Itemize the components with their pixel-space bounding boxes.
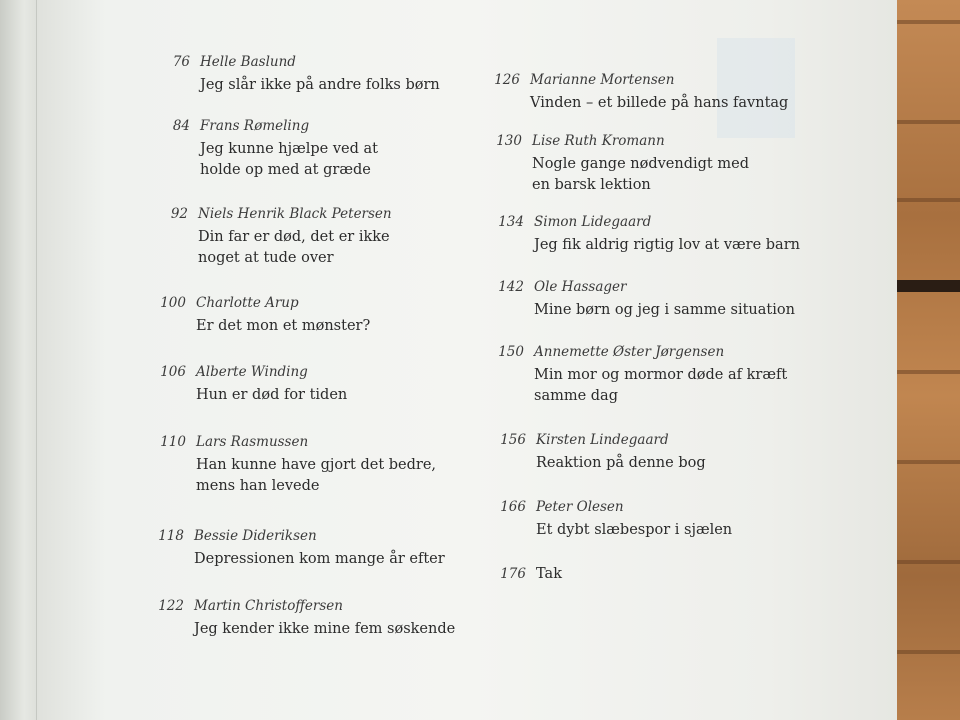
- essay-title: [194, 619, 455, 640]
- author-name: Alberte Winding: [196, 364, 308, 380]
- title-line: Er det mon et mønster?: [196, 318, 371, 334]
- page-number: 110: [160, 434, 186, 450]
- title-line: Jeg fik aldrig rigtig lov at være barn: [534, 237, 800, 253]
- author-name: Ole Hassager: [534, 279, 627, 295]
- title-line: Jeg slår ikke på andre folks børn: [200, 77, 440, 93]
- page-number: 126: [494, 72, 520, 88]
- title-line: Vinden – et billede på hans favntag: [530, 95, 789, 111]
- page-number: 84: [172, 118, 190, 134]
- essay-title: [200, 139, 378, 181]
- title-line: Jeg kunne hjælpe ved at: [200, 141, 378, 157]
- page-number: 142: [498, 279, 524, 295]
- essay-title: [532, 154, 749, 196]
- page-number: 76: [172, 54, 190, 70]
- author-name: Annemette Øster Jørgensen: [534, 344, 725, 360]
- page-number: 166: [500, 499, 526, 515]
- page-number: 156: [500, 432, 526, 448]
- essay-title: [534, 300, 795, 321]
- author-name: Peter Olesen: [536, 499, 624, 515]
- essay-title: [198, 227, 390, 269]
- essay-title: [196, 385, 347, 406]
- page-number: 134: [498, 214, 524, 230]
- essay-title: [196, 316, 370, 337]
- title-line: Min mor og mormor døde af kræft: [534, 367, 788, 383]
- title-line: holde op med at græde: [200, 162, 371, 178]
- title-line: Din far er død, det er ikke: [198, 229, 390, 245]
- title-line: samme dag: [534, 388, 618, 404]
- author-name: Martin Christoffersen: [194, 598, 343, 614]
- title-line: Depressionen kom mange år efter: [194, 551, 445, 567]
- title-line: mens han levede: [196, 478, 320, 494]
- author-name: Lars Rasmussen: [196, 434, 309, 450]
- page-number: 92: [170, 206, 188, 222]
- essay-title: [200, 75, 440, 96]
- essay-title: [534, 235, 800, 256]
- author-name: Marianne Mortensen: [530, 72, 675, 88]
- title-line: Jeg kender ikke mine fem søskende: [194, 621, 456, 637]
- title-line: en barsk lektion: [532, 177, 651, 193]
- author-name: Helle Baslund: [200, 54, 296, 70]
- show-through-image: [717, 38, 795, 138]
- essay-title: [536, 520, 732, 541]
- title-line: Et dybt slæbespor i sjælen: [536, 522, 733, 538]
- author-name: Frans Rømeling: [200, 118, 310, 134]
- page-number: 106: [160, 364, 186, 380]
- author-name: Charlotte Arup: [196, 295, 299, 311]
- title-line: Mine børn og jeg i samme situation: [534, 302, 795, 318]
- title-line: Han kunne have gjort det bedre,: [196, 457, 437, 473]
- page-number: 118: [158, 528, 184, 544]
- author-name: Simon Lidegaard: [534, 214, 652, 230]
- title-line: Hun er død for tiden: [196, 387, 348, 403]
- page-number: 122: [158, 598, 184, 614]
- author-name: Lise Ruth Kromann: [532, 133, 665, 149]
- title-line: noget at tude over: [198, 250, 334, 266]
- title-line: Reaktion på denne bog: [536, 455, 706, 471]
- page-number: 150: [498, 344, 524, 360]
- essay-title: [530, 93, 788, 114]
- page-number: 130: [496, 133, 522, 149]
- essay-title: [534, 365, 787, 407]
- title-line: Nogle gange nødvendigt med: [532, 156, 749, 172]
- author-name: Bessie Dideriksen: [194, 528, 317, 544]
- essay-title: [536, 453, 706, 474]
- essay-title: [196, 455, 436, 497]
- page-number: 176: [500, 566, 526, 582]
- section-title: Tak: [536, 566, 562, 582]
- page-number: 100: [160, 295, 186, 311]
- author-name: Kirsten Lindegaard: [536, 432, 669, 448]
- essay-title: [194, 549, 445, 570]
- author-name: Niels Henrik Black Petersen: [198, 206, 392, 222]
